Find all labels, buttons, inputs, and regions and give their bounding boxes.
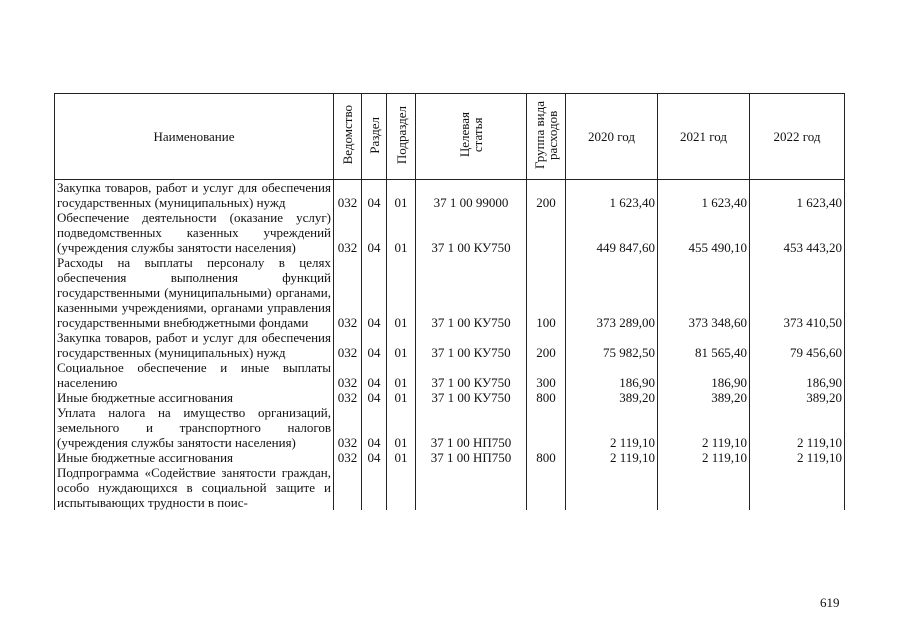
row-2021: 1 623,40 bbox=[658, 180, 750, 211]
row-dept bbox=[334, 465, 362, 510]
row-2022 bbox=[750, 465, 845, 510]
row-2022: 1 623,40 bbox=[750, 180, 845, 211]
row-subsection: 01 bbox=[387, 390, 416, 405]
row-2021: 2 119,10 bbox=[658, 450, 750, 465]
row-2021: 2 119,10 bbox=[658, 405, 750, 450]
row-dept: 032 bbox=[334, 405, 362, 450]
row-target: 37 1 00 НП750 bbox=[416, 405, 527, 450]
row-name: Закупка товаров, работ и услуг для обеспечения государственных (муниципальных) нужд bbox=[55, 180, 334, 211]
row-section: 04 bbox=[362, 210, 387, 255]
page-number: 619 bbox=[820, 595, 840, 610]
row-subsection: 01 bbox=[387, 450, 416, 465]
row-2022: 373 410,50 bbox=[750, 255, 845, 330]
row-2020: 1 623,40 bbox=[566, 180, 658, 211]
table-row bbox=[55, 180, 845, 211]
row-2021: 186,90 bbox=[658, 360, 750, 390]
row-2022: 79 456,60 bbox=[750, 330, 845, 360]
row-group: 200 bbox=[527, 180, 566, 211]
row-2020: 2 119,10 bbox=[566, 405, 658, 450]
row-subsection: 01 bbox=[387, 255, 416, 330]
row-2021: 455 490,10 bbox=[658, 210, 750, 255]
row-subsection: 01 bbox=[387, 180, 416, 211]
row-2022: 389,20 bbox=[750, 390, 845, 405]
row-name: Иные бюджетные ассигнования bbox=[55, 450, 334, 465]
row-2021: 373 348,60 bbox=[658, 255, 750, 330]
row-2020: 449 847,60 bbox=[566, 210, 658, 255]
row-subsection: 01 bbox=[387, 210, 416, 255]
row-group: 300 bbox=[527, 360, 566, 390]
header-subsection: Подраздел bbox=[387, 94, 416, 180]
row-group bbox=[527, 210, 566, 255]
row-2022: 186,90 bbox=[750, 360, 845, 390]
row-2022: 2 119,10 bbox=[750, 405, 845, 450]
table-row bbox=[55, 450, 845, 465]
row-2020: 373 289,00 bbox=[566, 255, 658, 330]
row-2021 bbox=[658, 465, 750, 510]
table-row bbox=[55, 360, 845, 390]
row-name: Иные бюджетные ассигнования bbox=[55, 390, 334, 405]
row-group: 100 bbox=[527, 255, 566, 330]
row-dept: 032 bbox=[334, 450, 362, 465]
row-dept: 032 bbox=[334, 330, 362, 360]
row-name: Закупка товаров, работ и услуг для обеспечения государственных (муниципальных) нужд bbox=[55, 330, 334, 360]
row-section: 04 bbox=[362, 180, 387, 211]
header-expense-group: Группа вида расходов bbox=[527, 94, 566, 180]
budget-table bbox=[54, 93, 845, 510]
header-section: Раздел bbox=[362, 94, 387, 180]
row-group: 200 bbox=[527, 330, 566, 360]
row-group bbox=[527, 465, 566, 510]
row-section: 04 bbox=[362, 405, 387, 450]
header-name: Наименование bbox=[55, 94, 334, 180]
row-2021: 389,20 bbox=[658, 390, 750, 405]
row-section: 04 bbox=[362, 390, 387, 405]
row-section: 04 bbox=[362, 255, 387, 330]
row-2020: 75 982,50 bbox=[566, 330, 658, 360]
row-target: 37 1 00 99000 bbox=[416, 180, 527, 211]
table-row bbox=[55, 210, 845, 255]
row-name: Социальное обеспечение и иные выплаты населению bbox=[55, 360, 334, 390]
row-group: 800 bbox=[527, 450, 566, 465]
header-2021: 2021 год bbox=[658, 94, 750, 180]
header-dept: Ведомство bbox=[334, 94, 362, 180]
row-section: 04 bbox=[362, 450, 387, 465]
row-target bbox=[416, 465, 527, 510]
table-row bbox=[55, 390, 845, 405]
row-group bbox=[527, 405, 566, 450]
row-2020 bbox=[566, 465, 658, 510]
row-name: Уплата налога на имущество организаций, земельного и транспортного налогов (учреждения службы занятости населения) bbox=[55, 405, 334, 450]
table-header bbox=[55, 94, 845, 180]
table-row bbox=[55, 405, 845, 450]
row-target: 37 1 00 НП750 bbox=[416, 450, 527, 465]
row-dept: 032 bbox=[334, 390, 362, 405]
header-2022: 2022 год bbox=[750, 94, 845, 180]
row-target: 37 1 00 КУ750 bbox=[416, 255, 527, 330]
row-section bbox=[362, 465, 387, 510]
row-dept: 032 bbox=[334, 360, 362, 390]
row-dept: 032 bbox=[334, 210, 362, 255]
row-subsection: 01 bbox=[387, 330, 416, 360]
row-group: 800 bbox=[527, 390, 566, 405]
row-subsection: 01 bbox=[387, 360, 416, 390]
table-row bbox=[55, 330, 845, 360]
row-2022: 453 443,20 bbox=[750, 210, 845, 255]
table-row bbox=[55, 465, 845, 510]
row-name: Подпрограмма «Содействие занятости граждан, особо нуждающихся в социальной защите и испытывающих трудности в поис- bbox=[55, 465, 334, 510]
row-2021: 81 565,40 bbox=[658, 330, 750, 360]
row-2022: 2 119,10 bbox=[750, 450, 845, 465]
row-name: Расходы на выплаты персоналу в целях обеспечения выполнения функций государственными (муниципальными) органами, казенными учреждениями, органами управления государственными внебюджетными фондами bbox=[55, 255, 334, 330]
row-subsection: 01 bbox=[387, 405, 416, 450]
table-body bbox=[55, 180, 845, 511]
row-2020: 389,20 bbox=[566, 390, 658, 405]
row-2020: 2 119,10 bbox=[566, 450, 658, 465]
row-name: Обеспечение деятельности (оказание услуг) подведомственных казенных учреждений (учреждения службы занятости населения) bbox=[55, 210, 334, 255]
row-2020: 186,90 bbox=[566, 360, 658, 390]
row-dept: 032 bbox=[334, 255, 362, 330]
row-dept: 032 bbox=[334, 180, 362, 211]
header-target: Целевая статья bbox=[416, 94, 527, 180]
row-subsection bbox=[387, 465, 416, 510]
row-target: 37 1 00 КУ750 bbox=[416, 360, 527, 390]
row-section: 04 bbox=[362, 330, 387, 360]
header-2020: 2020 год bbox=[566, 94, 658, 180]
row-target: 37 1 00 КУ750 bbox=[416, 330, 527, 360]
row-target: 37 1 00 КУ750 bbox=[416, 210, 527, 255]
row-section: 04 bbox=[362, 360, 387, 390]
row-target: 37 1 00 КУ750 bbox=[416, 390, 527, 405]
table-row bbox=[55, 255, 845, 330]
